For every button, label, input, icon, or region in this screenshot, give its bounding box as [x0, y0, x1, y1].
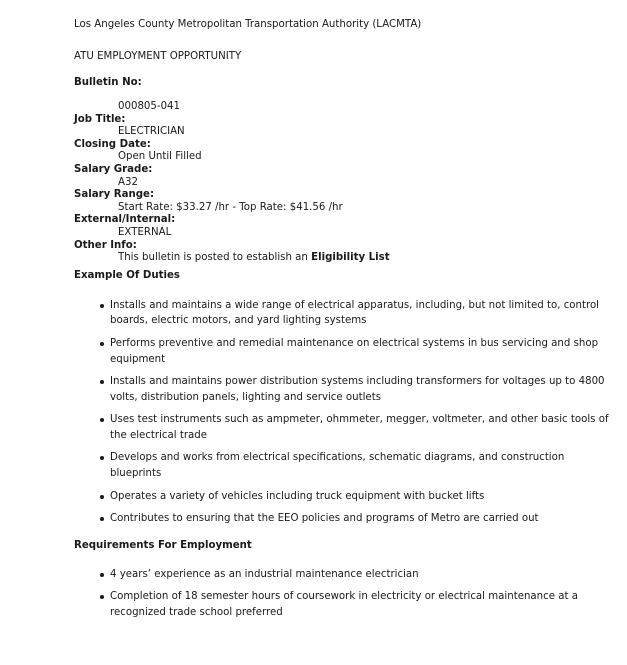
salary-grade-label: Salary Grade:	[74, 163, 153, 175]
salary-range-label: Salary Range:	[74, 189, 155, 201]
duty-text: Develops and works from electrical specifications, schematic diagrams, and construction blueprints	[110, 452, 565, 480]
job-title-value: ELECTRICIAN	[118, 126, 185, 138]
duties-list	[74, 298, 614, 527]
duty-text: Uses test instruments such as ampmeter, ohmmeter, megger, voltmeter, and other basic tools of the electrical trade	[110, 414, 609, 441]
duty-item	[100, 489, 614, 505]
closing-date-value: Open Until Filled	[118, 151, 202, 163]
duty-text: Installs and maintains power distribution systems including transformers for voltages up to 4800 volts, distribution panels, lighting and service outlets	[110, 376, 605, 403]
duty-text: Installs and maintains a wide range of electrical apparatus, including, but not limited to, control boards, electric motors, and yard lighting systems	[110, 299, 600, 327]
job-title-label: Job Title:	[74, 113, 126, 125]
external-internal-label: External/Internal:	[74, 214, 176, 226]
duty-text: Contributes to ensuring that the EEO policies and programs of Metro are carried out	[110, 513, 539, 525]
salary-grade-value: A32	[118, 176, 138, 188]
duty-item	[100, 450, 614, 481]
requirement-item	[100, 589, 614, 620]
bulletin-no-label: Bulletin No:	[74, 77, 142, 88]
agency-name: Los Angeles County Metropolitan Transportation Authority (LACMTA)	[74, 19, 422, 30]
opportunity-title: ATU EMPLOYMENT OPPORTUNITY	[74, 51, 242, 62]
duty-text: Performs preventive and remedial maintenance on electrical systems in bus servicing and shop equipment	[110, 337, 599, 365]
duty-item	[100, 412, 614, 443]
duty-text: Operates a variety of vehicles including truck equipment with bucket lifts	[110, 490, 485, 502]
duty-item	[100, 511, 614, 527]
duty-item	[100, 336, 614, 367]
duties-heading: Example Of Duties	[74, 269, 180, 281]
bulletin-no-value: 000805-041	[118, 101, 181, 112]
duty-item	[100, 298, 614, 329]
external-internal-value: EXTERNAL	[118, 226, 172, 238]
salary-range-value: Start Rate: $33.27 /hr - Top Rate: $41.56 /hr	[118, 201, 343, 213]
other-info-text: This bulletin is posted to establish an	[118, 252, 312, 264]
other-info-label: Other Info:	[74, 239, 137, 251]
eligibility-list-text: Eligibility List	[311, 252, 390, 264]
job-bulletin	[74, 18, 614, 628]
requirement-item	[100, 567, 614, 583]
requirement-text: 4 years’ experience as an industrial maintenance electrician	[110, 568, 419, 580]
other-info-value	[74, 252, 614, 265]
requirement-text: Completion of 18 semester hours of coursework in electricity or electrical maintenance at a recognized trade school preferred	[110, 591, 578, 619]
duty-item	[100, 374, 614, 405]
requirements-list	[74, 567, 614, 621]
requirements-heading: Requirements For Employment	[74, 539, 252, 551]
closing-date-label: Closing Date:	[74, 138, 151, 150]
